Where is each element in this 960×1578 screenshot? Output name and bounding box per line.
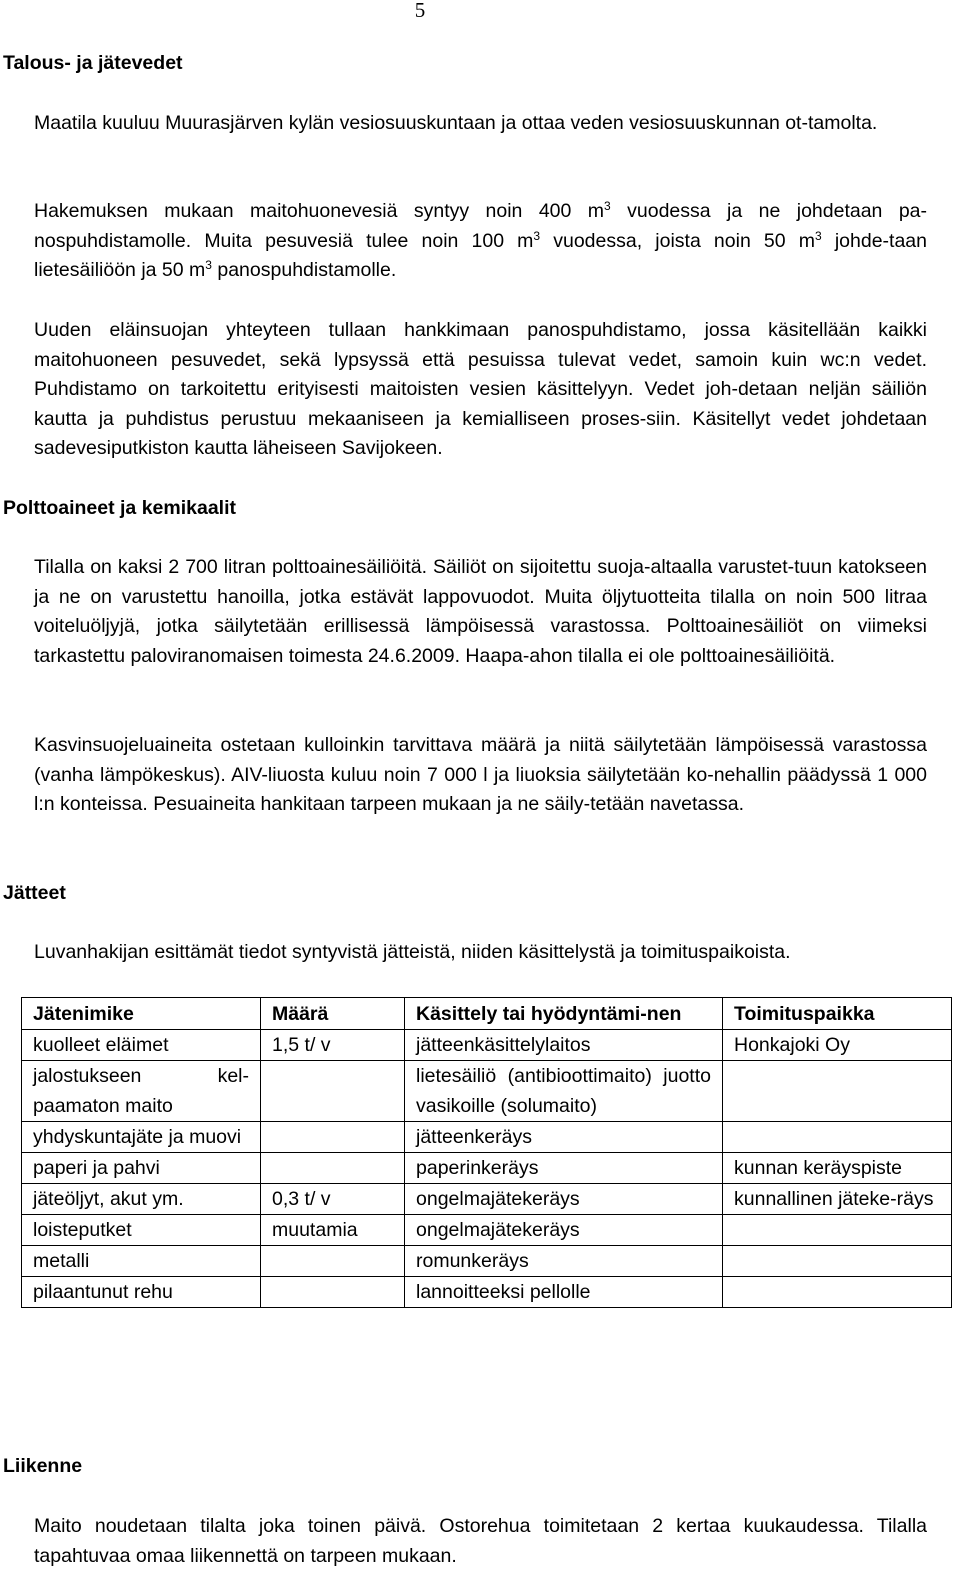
table-row xyxy=(22,1246,952,1277)
table-cell: paperinkeräys xyxy=(405,1153,723,1184)
table-cell xyxy=(261,1122,405,1153)
table-cell: Honkajoki Oy xyxy=(723,1030,952,1061)
table-cell xyxy=(261,1246,405,1277)
heading-waste: Jätteet xyxy=(3,882,66,904)
table-cell xyxy=(723,1061,952,1122)
table-cell xyxy=(723,1215,952,1246)
waste-table xyxy=(21,997,952,1308)
table-row xyxy=(22,1030,952,1061)
table-cell: jätteenkeräys xyxy=(405,1122,723,1153)
heading-fuels: Polttoaineet ja kemikaalit xyxy=(3,497,237,519)
table-row xyxy=(22,1122,952,1153)
table-cell: muutamia xyxy=(261,1215,405,1246)
table-cell: lietesäiliö (antibioottimaito) juotto vasikoille (solumaito) xyxy=(405,1061,723,1122)
traffic-paragraph-1: Maito noudetaan tilalta joka toinen päivä. Ostorehua toimitetaan 2 kertaa kuukaudessa. Tilalla tapahtuvaa omaa liikennettä on tarpeen mukaan. xyxy=(34,1515,927,1567)
page-number: 5 xyxy=(414,0,426,22)
table-row xyxy=(22,1184,952,1215)
heading-water: Talous- ja jätevedet xyxy=(3,52,183,74)
table-cell: kunnan keräyspiste xyxy=(723,1153,952,1184)
table-row xyxy=(22,1277,952,1308)
table-cell: 1,5 t/ v xyxy=(261,1030,405,1061)
table-header-cell: Määrä xyxy=(261,998,405,1030)
water-paragraph-3: Uuden eläinsuojan yhteyteen tullaan hankkimaan panospuhdistamo, jossa käsitellään kaikki maitohuoneen pesuvedet, sekä lypsyssä että pesuissa tulevat vedet, samoin kuin wc:n vedet. Puhdistamo on tarkoitettu erityisesti maitoisten vesien käsittelyyn. Vedet joh-detaan neljän säiliön kautta ja puhdistus perustuu mekaaniseen ja kemialliseen proses-siin. Käsitellyt vedet johdetaan sadevesiputkiston kautta läheiseen Savijokeen. xyxy=(34,319,927,460)
table-cell: 0,3 t/ v xyxy=(261,1184,405,1215)
table-cell: jäteöljyt, akut ym. xyxy=(22,1184,261,1215)
table-header-cell: Toimituspaikka xyxy=(723,998,952,1030)
table-cell: metalli xyxy=(22,1246,261,1277)
table-cell: kunnallinen jäteke-räys xyxy=(723,1184,952,1215)
table-cell: pilaantunut rehu xyxy=(22,1277,261,1308)
table-row xyxy=(22,1153,952,1184)
table-cell: jalostukseen kel-paamaton maito xyxy=(22,1061,261,1122)
table-header-cell: Käsittely tai hyödyntämi-nen xyxy=(405,998,723,1030)
table-cell: loisteputket xyxy=(22,1215,261,1246)
heading-traffic: Liikenne xyxy=(3,1455,83,1477)
table-cell: romunkeräys xyxy=(405,1246,723,1277)
fuels-paragraph-2: Kasvinsuojeluaineita ostetaan kulloinkin tarvittava määrä ja niitä säilytetään lämpöisessä varastossa (vanha lämpökeskus). AIV-liuosta kuluu noin 7 000 l ja liuoksia säilytetään ko-nehallin päädyssä 1 000 l:n konteissa. Pesuaineita hankitaan tarpeen mukaan ja ne säily-tetään navetassa. xyxy=(34,734,927,816)
table-header-cell: Jätenimike xyxy=(22,998,261,1030)
table-cell xyxy=(261,1061,405,1122)
table-cell xyxy=(261,1153,405,1184)
table-cell xyxy=(261,1277,405,1308)
table-header-row xyxy=(22,998,952,1030)
table-row xyxy=(22,1061,952,1122)
table-cell: paperi ja pahvi xyxy=(22,1153,261,1184)
table-cell xyxy=(723,1246,952,1277)
water-paragraph-1: Maatila kuuluu Muurasjärven kylän vesiosuuskuntaan ja ottaa veden vesiosuuskunnan ot-tamolta. xyxy=(34,112,878,134)
table-cell: lannoitteeksi pellolle xyxy=(405,1277,723,1308)
table-cell: yhdyskuntajäte ja muovi xyxy=(22,1122,261,1153)
table-cell: kuolleet eläimet xyxy=(22,1030,261,1061)
table-cell xyxy=(723,1277,952,1308)
table-cell: jätteenkäsittelylaitos xyxy=(405,1030,723,1061)
table-row xyxy=(22,1215,952,1246)
table-cell xyxy=(723,1122,952,1153)
table-cell: ongelmajätekeräys xyxy=(405,1184,723,1215)
water-paragraph-2: Hakemuksen mukaan maitohuonevesiä syntyy noin 400 $m^3$ vuodessa ja ne johdetaan pa-nospuhdistamolle. Muita pesuvesiä tulee noin 100 $m^3$ vuodessa, joista noin 50 $m^3$ johde-taan lietesäiliöön ja 50 $m^3$ panospuhdistamolle. xyxy=(34,199,927,282)
waste-intro: Luvanhakijan esittämät tiedot syntyvistä jätteistä, niiden käsittelystä ja toimituspaikoista. xyxy=(34,941,791,963)
fuels-paragraph-1: Tilalla on kaksi 2 700 litran polttoainesäiliöitä. Säiliöt on sijoitettu suoja-altaalla varustet-tuun katokseen ja ne on varustettu hanoilla, jotka estävät lappovuodot. Muita öljytuotteita tilalla on noin 500 litraa voiteluöljyjä, jotka säilytetään erillisessä lämpöisessä varastossa. Polttoainesäiliöt on viimeksi tarkastettu paloviranomaisen toimesta 24.6.2009. Haapa-ahon tilalla ei ole polttoainesäiliöitä. xyxy=(34,556,927,667)
table-cell: ongelmajätekeräys xyxy=(405,1215,723,1246)
